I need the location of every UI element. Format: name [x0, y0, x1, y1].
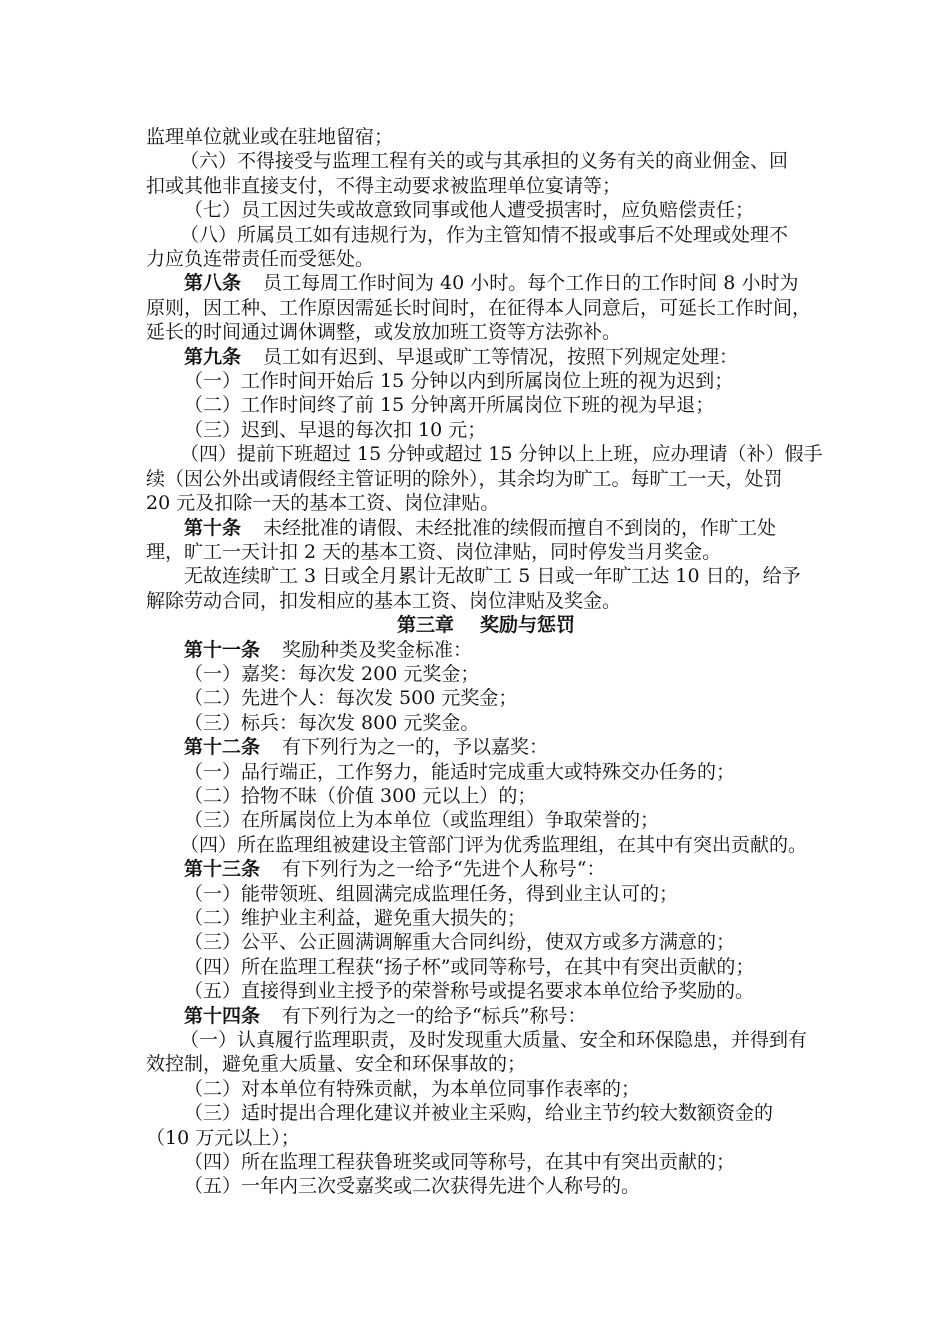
- clause-line: （二）先进个人：每次发 500 元奖金；: [184, 687, 518, 710]
- clause-line: （一）嘉奖：每次发 200 元奖金；: [184, 662, 480, 685]
- article-13: [146, 857, 826, 881]
- article-13-text: 有下列行为之一给予“先进个人称号“：: [282, 858, 606, 881]
- chapter-heading: [146, 613, 826, 637]
- article-14-title: 第十四条: [184, 1004, 261, 1027]
- clause-line: （三）迟到、早退的每次扣 10 元；: [184, 418, 487, 441]
- clause-line: （一）工作时间开始后 15 分钟以内到所属岗位上班的视为迟到；: [184, 370, 734, 393]
- chapter-number: 第三章: [396, 614, 454, 637]
- clause-line: （四）所在监理组被建设主管部门评为优秀监理组，在其中有突出贡献的。: [180, 833, 808, 856]
- text-line: 无故连续旷工 3 日或全月累计无故旷工 5 日或一年旷工达 10 日的，给予: [184, 565, 801, 588]
- article-11-title: 第十一条: [184, 638, 261, 661]
- article-9-text: 员工如有迟到、早退或旷工等情况，按照下列规定处理：: [263, 345, 739, 368]
- clause-line: （二）拾物不昧（价值 300 元以上）的；: [184, 784, 537, 807]
- text-line: 原则，因工种、工作原因需延长时间时，在征得本人同意后，可延长工作时间，: [146, 296, 812, 319]
- article-14: [146, 1004, 826, 1028]
- clause-line: （六）不得接受与监理工程有关的或与其承担的义务有关的商业佣金、回: [180, 150, 789, 173]
- clause-line: （二）维护业主利益，避免重大损失的；: [184, 907, 527, 929]
- article-10: [146, 516, 826, 540]
- clause-line: （四）所在监理工程获“扬子杯”或同等称号，在其中有突出贡献的；: [184, 955, 755, 978]
- clause-line: （一）认真履行监理职责，及时发现重大质量、安全和环保隐患，并得到有: [180, 1029, 808, 1052]
- text-line: 解除劳动合同，扣发相应的基本工资、岗位津贴及奖金。: [146, 589, 622, 612]
- clause-line: （一）能带领班、组圆满完成监理任务，得到业主认可的；: [184, 882, 679, 905]
- clause-line: （三）公平、公正圆满调解重大合同纠纷，使双方或多方满意的；: [184, 931, 736, 954]
- clause-line: （三）在所属岗位上为本单位（或监理组）争取荣誉的；: [184, 809, 660, 832]
- article-10-text: 未经批准的请假、未经批准的续假而擅自不到岗的，作旷工处: [263, 516, 777, 539]
- text-line: 续（因公外出或请假经主管证明的除外），其余均为旷工。每旷工一天，处罚: [146, 467, 783, 490]
- text-line: 20 元及扣除一天的基本工资、岗位津贴。: [146, 492, 500, 515]
- clause-line: （四）提前下班超过 15 分钟或超过 15 分钟以上上班，应办理请（补）假手: [180, 443, 823, 466]
- text-line: 理，旷工一天计扣 2 天的基本工资、岗位津贴，同时停发当月奖金。: [146, 540, 722, 563]
- clause-line: （一）品行端正，工作努力，能适时完成重大或特殊交办任务的；: [184, 760, 736, 783]
- clause-line: （四）所在监理工程获鲁班奖或同等称号，在其中有突出贡献的；: [184, 1151, 736, 1174]
- article-11-text: 奖励种类及奖金标准：: [282, 638, 473, 661]
- text-line: （10 万元以上）；: [146, 1126, 300, 1149]
- article-12-title: 第十二条: [184, 736, 261, 759]
- text-line: 监理单位就业或在驻地留宿；: [146, 126, 394, 148]
- article-8: [146, 271, 826, 295]
- document-body: [146, 125, 826, 1199]
- clause-line: （八）所属员工如有违规行为，作为主管知情不报或事后不处理或处理不: [180, 223, 789, 246]
- article-11: [146, 638, 826, 662]
- text-line: 延长的时间通过调休调整，或发放加班工资等方法弥补。: [146, 321, 622, 344]
- clause-line: （七）员工因过失或故意致同事或他人遭受损害时，应负赔偿责任；: [184, 199, 755, 222]
- article-14-text: 有下列行为之一的给予“标兵”称号：: [282, 1004, 587, 1027]
- article-8-text: 员工每周工作时间为 40 小时。每个工作日的工作时间 8 小时为: [263, 272, 799, 295]
- article-9: [146, 345, 826, 369]
- article-12: [146, 735, 826, 759]
- clause-line: （三）标兵：每次发 800 元奖金。: [184, 711, 480, 734]
- article-9-title: 第九条: [184, 345, 242, 368]
- article-13-title: 第十三条: [184, 858, 261, 881]
- article-10-title: 第十条: [184, 516, 242, 539]
- text-line: 扣或其他非直接支付，不得主动要求被监理单位宴请等；: [146, 174, 622, 197]
- text-line: 力应负连带责任而受惩处。: [146, 248, 375, 271]
- clause-line: （二）对本单位有特殊贡献，为本单位同事作表率的；: [184, 1077, 641, 1100]
- clause-line: （五）一年内三次受嘉奖或二次获得先进个人称号的。: [184, 1175, 641, 1198]
- text-line: 效控制，避免重大质量、安全和环保事故的；: [146, 1053, 527, 1076]
- clause-line: （二）工作时间终了前 15 分钟离开所属岗位下班的视为早退；: [184, 394, 715, 417]
- article-12-text: 有下列行为之一的，予以嘉奖：: [282, 736, 549, 759]
- article-8-title: 第八条: [184, 272, 242, 295]
- clause-line: （五）直接得到业主授予的荣誉称号或提名要求本单位给予奖励的。: [184, 980, 755, 1003]
- chapter-title: 奖励与惩罚: [480, 614, 576, 637]
- clause-line: （三）适时提出合理化建议并被业主采购，给业主节约较大数额资金的: [184, 1102, 774, 1125]
